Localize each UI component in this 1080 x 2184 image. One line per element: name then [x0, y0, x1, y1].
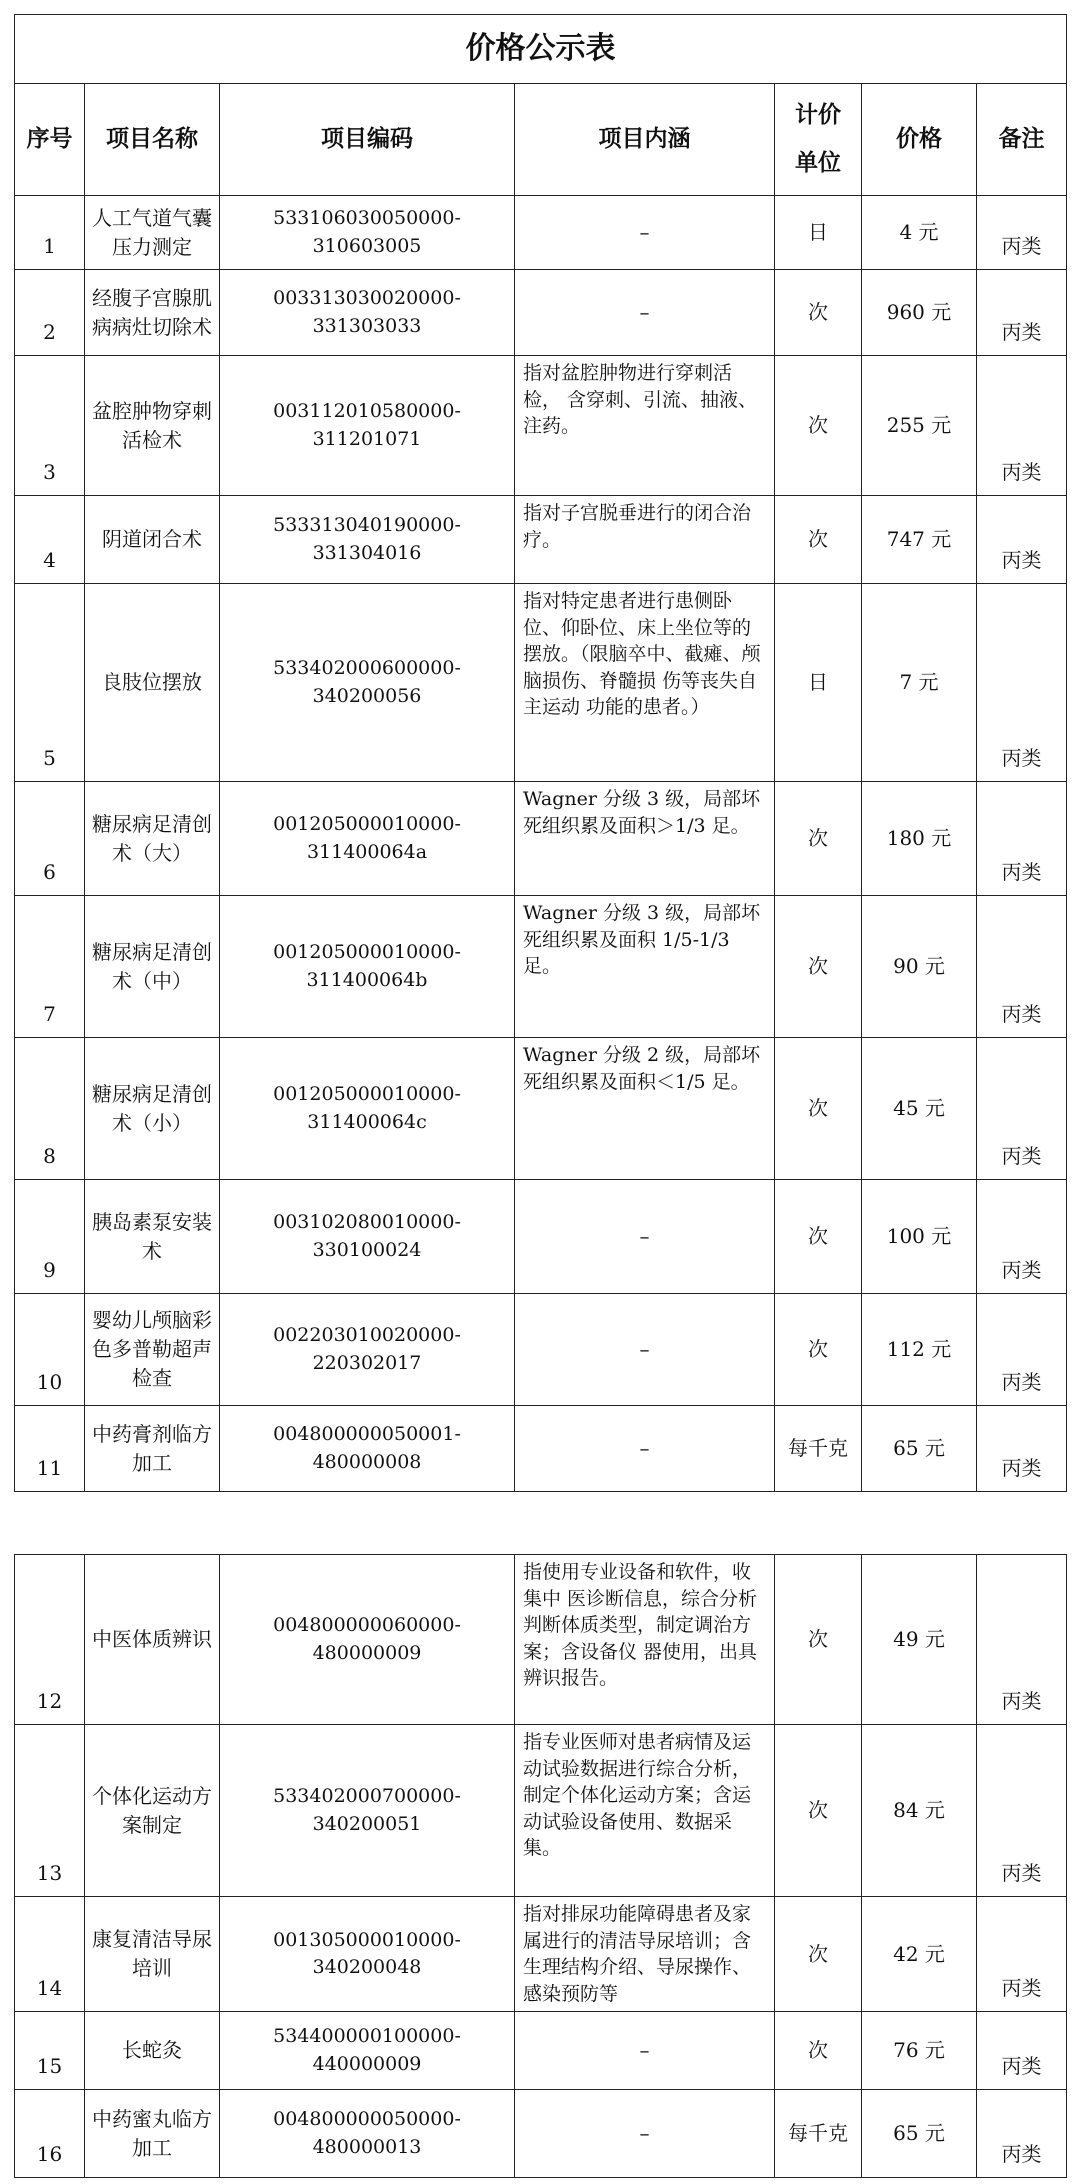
cell-code: 003313030020000-331303033 — [220, 270, 515, 356]
cell-unit: 次 — [775, 496, 862, 584]
cell-desc: 指对子宫脱垂进行的闭合治疗。 — [515, 496, 775, 584]
cell-code: 533402000600000-340200056 — [220, 584, 515, 782]
cell-code: 533402000700000-340200051 — [220, 1725, 515, 1897]
cell-seq: 5 — [15, 584, 85, 782]
cell-name: 婴幼儿颅脑彩色多普勒超声检查 — [85, 1294, 220, 1406]
cell-unit: 次 — [775, 1555, 862, 1725]
cell-price: 4 元 — [862, 196, 977, 270]
cell-name: 糖尿病足清创术（小） — [85, 1038, 220, 1180]
cell-name: 人工气道气囊压力测定 — [85, 196, 220, 270]
cell-price: 112 元 — [862, 1294, 977, 1406]
table-title: 价格公示表 — [15, 15, 1067, 84]
cell-unit: 次 — [775, 1897, 862, 2012]
cell-price: 45 元 — [862, 1038, 977, 1180]
cell-price: 255 元 — [862, 356, 977, 496]
cell-code: 003112010580000-311201071 — [220, 356, 515, 496]
cell-name: 中药膏剂临方加工 — [85, 1406, 220, 1492]
cell-name: 良肢位摆放 — [85, 584, 220, 782]
cell-unit: 次 — [775, 1294, 862, 1406]
header-row — [15, 84, 1067, 196]
cell-desc: – — [515, 2090, 775, 2178]
header-note: 备注 — [977, 84, 1067, 196]
cell-code: 534400000100000-440000009 — [220, 2012, 515, 2090]
table-row — [15, 496, 1067, 584]
table-row — [15, 1555, 1067, 1725]
cell-desc: Wagner 分级 2 级，局部坏死组织累及面积＜1/5 足。 — [515, 1038, 775, 1180]
header-desc: 项目内涵 — [515, 84, 775, 196]
header-code: 项目编码 — [220, 84, 515, 196]
price-table-part1 — [14, 14, 1067, 1492]
cell-desc: Wagner 分级 3 级，局部坏死组织累及面积＞1/3 足。 — [515, 782, 775, 896]
cell-code: 004800000050001-480000008 — [220, 1406, 515, 1492]
cell-unit: 次 — [775, 1725, 862, 1897]
cell-desc: 指使用专业设备和软件，收集中 医诊断信息，综合分析判断体质类型，制定调治方案；含设备仪 器使用，出具辨识报告。 — [515, 1555, 775, 1725]
cell-name: 个体化运动方案制定 — [85, 1725, 220, 1897]
cell-note: 丙类 — [977, 1725, 1067, 1897]
cell-unit: 日 — [775, 584, 862, 782]
cell-name: 康复清洁导尿培训 — [85, 1897, 220, 2012]
cell-note: 丙类 — [977, 1038, 1067, 1180]
table-row — [15, 584, 1067, 782]
cell-desc: – — [515, 270, 775, 356]
table-row — [15, 2012, 1067, 2090]
cell-desc: – — [515, 196, 775, 270]
cell-seq: 10 — [15, 1294, 85, 1406]
cell-note: 丙类 — [977, 270, 1067, 356]
cell-unit: 次 — [775, 1038, 862, 1180]
cell-price: 49 元 — [862, 1555, 977, 1725]
cell-unit: 次 — [775, 356, 862, 496]
cell-note: 丙类 — [977, 496, 1067, 584]
cell-code: 001305000010000-340200048 — [220, 1897, 515, 2012]
cell-note: 丙类 — [977, 896, 1067, 1038]
cell-note: 丙类 — [977, 2090, 1067, 2178]
header-unit-line2: 单位 — [795, 149, 841, 176]
cell-note: 丙类 — [977, 196, 1067, 270]
cell-unit: 次 — [775, 782, 862, 896]
cell-code: 004800000060000-480000009 — [220, 1555, 515, 1725]
cell-seq: 16 — [15, 2090, 85, 2178]
cell-note: 丙类 — [977, 356, 1067, 496]
cell-name: 糖尿病足清创术（大） — [85, 782, 220, 896]
cell-name: 经腹子宫腺肌病病灶切除术 — [85, 270, 220, 356]
table-row — [15, 1294, 1067, 1406]
cell-name: 糖尿病足清创术（中） — [85, 896, 220, 1038]
cell-code: 001205000010000-311400064a — [220, 782, 515, 896]
table-row — [15, 196, 1067, 270]
table-row — [15, 896, 1067, 1038]
cell-desc: 指对盆腔肿物进行穿刺活检， 含穿刺、引流、抽液、注药。 — [515, 356, 775, 496]
cell-name: 长蛇灸 — [85, 2012, 220, 2090]
table-body-1 — [15, 196, 1067, 1492]
cell-name: 阴道闭合术 — [85, 496, 220, 584]
cell-note: 丙类 — [977, 782, 1067, 896]
cell-note: 丙类 — [977, 1897, 1067, 2012]
price-table-part2 — [14, 1554, 1067, 2178]
cell-desc: – — [515, 1294, 775, 1406]
cell-code: 001205000010000-311400064c — [220, 1038, 515, 1180]
cell-name: 胰岛素泵安装术 — [85, 1180, 220, 1294]
cell-price: 84 元 — [862, 1725, 977, 1897]
cell-desc: – — [515, 1180, 775, 1294]
cell-price: 42 元 — [862, 1897, 977, 2012]
cell-desc: – — [515, 1406, 775, 1492]
cell-note: 丙类 — [977, 1406, 1067, 1492]
table-row — [15, 356, 1067, 496]
cell-code: 004800000050000-480000013 — [220, 2090, 515, 2178]
cell-seq: 11 — [15, 1406, 85, 1492]
table-row — [15, 1897, 1067, 2012]
header-seq: 序号 — [15, 84, 85, 196]
cell-code: 533313040190000-331304016 — [220, 496, 515, 584]
cell-price: 65 元 — [862, 1406, 977, 1492]
cell-seq: 4 — [15, 496, 85, 584]
cell-code: 003102080010000-330100024 — [220, 1180, 515, 1294]
cell-seq: 9 — [15, 1180, 85, 1294]
table-row — [15, 1180, 1067, 1294]
cell-price: 180 元 — [862, 782, 977, 896]
header-unit-line1: 计价 — [795, 102, 841, 129]
cell-price: 90 元 — [862, 896, 977, 1038]
header-name: 项目名称 — [85, 84, 220, 196]
header-price: 价格 — [862, 84, 977, 196]
table-row — [15, 782, 1067, 896]
cell-price: 65 元 — [862, 2090, 977, 2178]
cell-note: 丙类 — [977, 2012, 1067, 2090]
cell-seq: 2 — [15, 270, 85, 356]
cell-code: 002203010020000-220302017 — [220, 1294, 515, 1406]
cell-price: 76 元 — [862, 2012, 977, 2090]
cell-note: 丙类 — [977, 1555, 1067, 1725]
cell-seq: 8 — [15, 1038, 85, 1180]
cell-seq: 15 — [15, 2012, 85, 2090]
cell-seq: 14 — [15, 1897, 85, 2012]
cell-unit: 次 — [775, 1180, 862, 1294]
cell-code: 001205000010000-311400064b — [220, 896, 515, 1038]
cell-seq: 3 — [15, 356, 85, 496]
cell-desc: – — [515, 2012, 775, 2090]
table-row — [15, 1038, 1067, 1180]
cell-seq: 7 — [15, 896, 85, 1038]
cell-price: 7 元 — [862, 584, 977, 782]
cell-desc: 指对特定患者进行患侧卧位、仰卧位、床上坐位等的摆放。（限脑卒中、截瘫、颅脑损伤、脊髓损 伤等丧失自主运动 功能的患者。） — [515, 584, 775, 782]
cell-price: 960 元 — [862, 270, 977, 356]
cell-note: 丙类 — [977, 1294, 1067, 1406]
cell-unit: 次 — [775, 896, 862, 1038]
cell-desc: Wagner 分级 3 级，局部坏死组织累及面积 1/5-1/3 足。 — [515, 896, 775, 1038]
cell-price: 100 元 — [862, 1180, 977, 1294]
cell-unit: 次 — [775, 2012, 862, 2090]
cell-name: 盆腔肿物穿刺活检术 — [85, 356, 220, 496]
header-unit — [775, 84, 862, 196]
table-row — [15, 1406, 1067, 1492]
cell-seq: 6 — [15, 782, 85, 896]
cell-unit: 次 — [775, 270, 862, 356]
cell-seq: 13 — [15, 1725, 85, 1897]
cell-note: 丙类 — [977, 584, 1067, 782]
table-body-2 — [15, 1555, 1067, 2178]
cell-code: 533106030050000-310603005 — [220, 196, 515, 270]
table-row — [15, 270, 1067, 356]
table-row — [15, 1725, 1067, 1897]
cell-price: 747 元 — [862, 496, 977, 584]
cell-name: 中医体质辨识 — [85, 1555, 220, 1725]
cell-unit: 日 — [775, 196, 862, 270]
cell-unit: 每千克 — [775, 2090, 862, 2178]
table-row — [15, 2090, 1067, 2178]
cell-name: 中药蜜丸临方加工 — [85, 2090, 220, 2178]
cell-seq: 1 — [15, 196, 85, 270]
cell-unit: 每千克 — [775, 1406, 862, 1492]
cell-desc: 指对排尿功能障碍患者及家属进行的清洁导尿培训；含生理结构介绍、导尿操作、感染预防等 — [515, 1897, 775, 2012]
cell-seq: 12 — [15, 1555, 85, 1725]
cell-note: 丙类 — [977, 1180, 1067, 1294]
cell-desc: 指专业医师对患者病情及运动试验数据进行综合分析，制定个体化运动方案；含运动试验设备使用、数据采集。 — [515, 1725, 775, 1897]
